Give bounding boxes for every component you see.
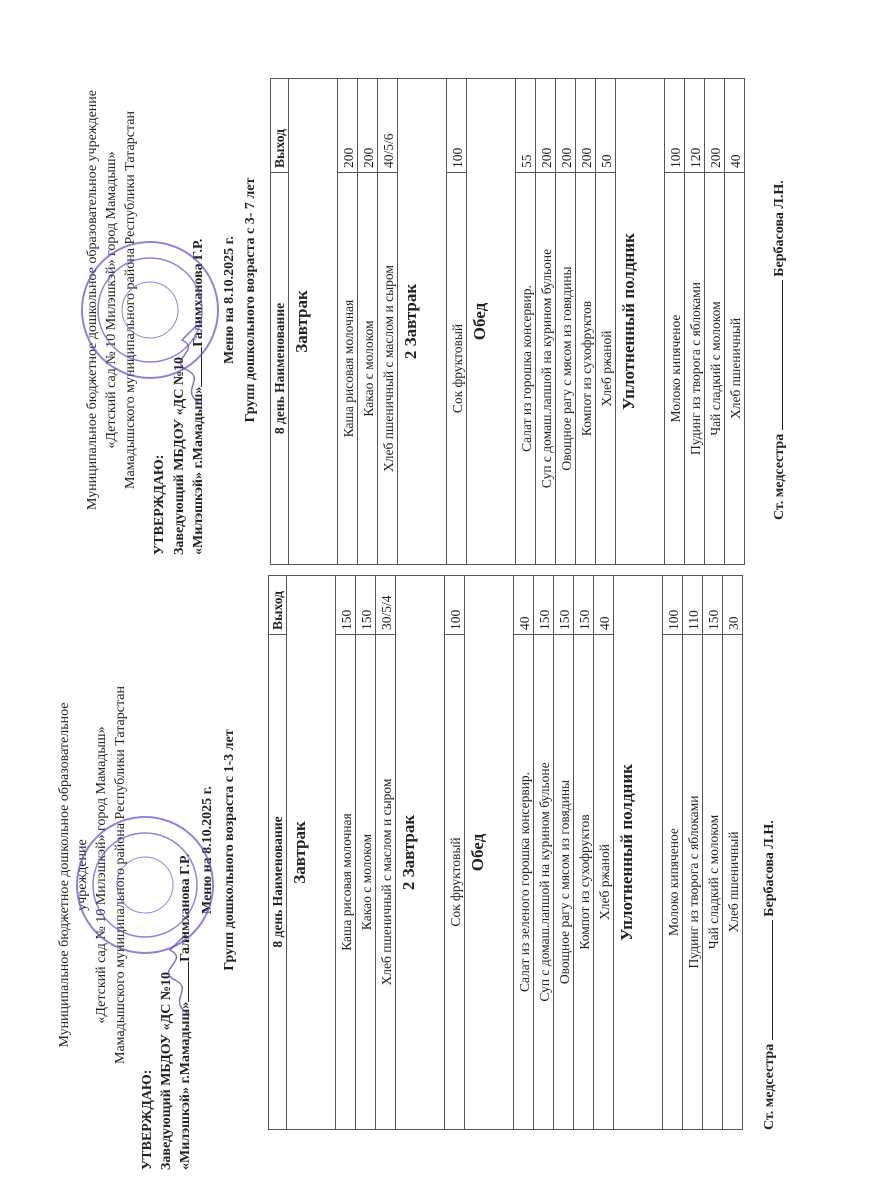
section-row bbox=[616, 79, 665, 565]
dish-output: 150 bbox=[554, 576, 574, 635]
table-row bbox=[556, 79, 576, 565]
org-line: «Детский сад № 10 Милэшкэй» город Мамадыш» bbox=[94, 726, 109, 1024]
dish-output: 40 bbox=[725, 79, 745, 173]
dish-output: 150 bbox=[574, 576, 594, 635]
table-row bbox=[725, 79, 745, 565]
table-row bbox=[534, 576, 554, 1130]
menu-title: Меню на 8.10.2025 г. bbox=[222, 236, 237, 364]
signature-icon bbox=[160, 930, 200, 1020]
table-header bbox=[269, 576, 287, 1130]
table-row bbox=[516, 79, 536, 565]
signature-icon bbox=[172, 320, 212, 410]
dish-name: Хлеб пшеничный с маслом и сыром bbox=[378, 173, 398, 565]
dish-name: Хлеб ржаной bbox=[594, 635, 614, 1130]
org-line: Мамадышского муниципального района Республики Татарстан bbox=[123, 111, 138, 489]
table-row bbox=[574, 576, 594, 1130]
table-row bbox=[336, 576, 356, 1130]
section-title: Завтрак bbox=[289, 79, 338, 565]
dish-name: Суп с домаш.лапшой на курином бульоне bbox=[536, 173, 556, 565]
dish-name: Каша рисовая молочная bbox=[338, 173, 358, 565]
dish-output: 40 bbox=[594, 576, 614, 635]
section-title: Обед bbox=[465, 576, 514, 1130]
dish-name: Хлеб пшеничный bbox=[723, 635, 743, 1130]
dish-output: 100 bbox=[665, 79, 685, 173]
section-title: Уплотненный полдник bbox=[616, 79, 665, 565]
dish-output: 200 bbox=[705, 79, 725, 173]
table-row bbox=[445, 576, 465, 1130]
section-row bbox=[614, 576, 663, 1130]
nurse-label: Ст. медсестра bbox=[762, 1043, 777, 1130]
table-row bbox=[596, 79, 616, 565]
org-line: «Детский сад № 10 Милэшкэй» город Мамадыш» bbox=[104, 151, 119, 449]
table-row bbox=[683, 576, 703, 1130]
head-position: Заведующий МБДОУ «ДС №10 bbox=[159, 972, 174, 1170]
table-row bbox=[447, 79, 467, 565]
section-row bbox=[287, 576, 336, 1130]
col-name-header: 8 день Наименование bbox=[269, 635, 287, 1130]
dish-output: 40 bbox=[514, 576, 534, 635]
section-title: Обед bbox=[467, 79, 516, 565]
dish-name: Чай сладкий с молоком bbox=[703, 635, 723, 1130]
dish-name: Чай сладкий с молоком bbox=[705, 173, 725, 565]
section-title: Уплотненный полдник bbox=[614, 576, 663, 1130]
dish-name: Пудинг из творога с яблоками bbox=[683, 635, 703, 1130]
org-line: Муниципальное бюджетное дошкольное образовательное bbox=[57, 702, 72, 1048]
dish-name: Сок фруктовый bbox=[445, 635, 465, 1130]
dish-output: 150 bbox=[534, 576, 554, 635]
dish-name: Овощное рагу с мясом из говядины bbox=[556, 173, 576, 565]
dish-name: Компот из сухофруктов bbox=[576, 173, 596, 565]
dish-name: Какао с молоком bbox=[358, 173, 378, 565]
dish-name: Хлеб пшеничный с маслом и сыром bbox=[376, 635, 396, 1130]
table-row bbox=[665, 79, 685, 565]
dish-name: Хлеб ржаной bbox=[596, 173, 616, 565]
table-row bbox=[594, 576, 614, 1130]
dish-name: Каша рисовая молочная bbox=[336, 635, 356, 1130]
table-row bbox=[514, 576, 534, 1130]
menu-table bbox=[270, 78, 745, 565]
dish-name: Пудинг из творога с яблоками bbox=[685, 173, 705, 565]
section-row bbox=[398, 79, 447, 565]
menu-1-3-years bbox=[0, 580, 872, 1200]
section-row bbox=[465, 576, 514, 1130]
dish-name: Салат из зеленого горошка консервир. bbox=[514, 635, 534, 1130]
section-title: Завтрак bbox=[287, 576, 336, 1130]
nurse-signature bbox=[762, 820, 778, 1130]
dish-output: 200 bbox=[338, 79, 358, 173]
section-title: 2 Завтрак bbox=[398, 79, 447, 565]
org-line: Муниципальное бюджетное дошкольное образовательное учреждение bbox=[85, 90, 100, 510]
org-line: учреждение bbox=[75, 839, 90, 911]
section-title: 2 Завтрак bbox=[396, 576, 445, 1130]
dish-output: 150 bbox=[703, 576, 723, 635]
dish-output: 100 bbox=[445, 576, 465, 635]
table-row bbox=[663, 576, 683, 1130]
dish-output: 200 bbox=[536, 79, 556, 173]
dish-output: 150 bbox=[356, 576, 376, 635]
section-row bbox=[289, 79, 338, 565]
dish-name: Молоко кипяченое bbox=[663, 635, 683, 1130]
col-out-header: Выход bbox=[271, 79, 289, 173]
dish-output: 110 bbox=[683, 576, 703, 635]
table-row bbox=[703, 576, 723, 1130]
section-row bbox=[467, 79, 516, 565]
head-position-2: «Милэшкэй» г.Мамадыш»Галимханова Г.Р. bbox=[191, 238, 206, 555]
dish-output: 50 bbox=[596, 79, 616, 173]
table-row bbox=[356, 576, 376, 1130]
dish-name: Суп с домаш.лапшой на курином бульоне bbox=[534, 635, 554, 1130]
menu-title: Меню на 8.10.2025 г. bbox=[200, 786, 215, 914]
dish-name: Хлеб пшеничный bbox=[725, 173, 745, 565]
section-row bbox=[396, 576, 445, 1130]
org-line: Мамадышского муниципального района Республики Татарстан bbox=[113, 686, 128, 1064]
dish-output: 200 bbox=[358, 79, 378, 173]
dish-output: 30/5/4 bbox=[376, 576, 396, 635]
col-name-header: 8 день Наименование bbox=[271, 173, 289, 565]
menu-subtitle: Групп дошкольного возраста с 1-3 лет bbox=[222, 729, 237, 971]
table-row bbox=[338, 79, 358, 565]
col-out-header: Выход bbox=[269, 576, 287, 635]
dish-output: 100 bbox=[447, 79, 467, 173]
head-position-2: «Милэшкэй» г.Мамадыш»Галимханова Г.Р. bbox=[178, 853, 193, 1170]
table-row bbox=[576, 79, 596, 565]
table-row bbox=[376, 576, 396, 1130]
dish-output: 100 bbox=[663, 576, 683, 635]
dish-name: Овощное рагу с мясом из говядины bbox=[554, 635, 574, 1130]
table-row bbox=[723, 576, 743, 1130]
head-name: Галимханова Г.Р. bbox=[191, 238, 206, 347]
dish-output: 150 bbox=[336, 576, 356, 635]
dish-name: Салат из горошка консервир. bbox=[516, 173, 536, 565]
table-row bbox=[378, 79, 398, 565]
dish-output: 40/5/6 bbox=[378, 79, 398, 173]
table-row bbox=[536, 79, 556, 565]
dish-output: 120 bbox=[685, 79, 705, 173]
approve-label: УТВЕРЖДАЮ: bbox=[140, 1069, 155, 1170]
dish-output: 30 bbox=[723, 576, 743, 635]
dish-name: Какао с молоком bbox=[356, 635, 376, 1130]
head-position: Заведующий МБДОУ «ДС №10 bbox=[172, 357, 187, 555]
table-row bbox=[358, 79, 378, 565]
dish-name: Компот из сухофруктов bbox=[574, 635, 594, 1130]
nurse-name: Бербасова Л.Н. bbox=[772, 180, 787, 277]
menu-subtitle: Групп дошкольного возраста с 3- 7 лет bbox=[243, 177, 258, 423]
head-name: Галимханова Г.Р. bbox=[178, 853, 193, 962]
dish-output: 200 bbox=[556, 79, 576, 173]
menu-table bbox=[268, 575, 743, 1130]
approve-label: УТВЕРЖДАЮ: bbox=[152, 454, 167, 555]
dish-output: 55 bbox=[516, 79, 536, 173]
table-row bbox=[554, 576, 574, 1130]
table-header bbox=[271, 79, 289, 565]
nurse-signature bbox=[772, 180, 788, 520]
dish-name: Молоко кипяченое bbox=[665, 173, 685, 565]
nurse-label: Ст. медсестра bbox=[772, 433, 787, 520]
table-row bbox=[705, 79, 725, 565]
table-row bbox=[685, 79, 705, 565]
nurse-name: Бербасова Л.Н. bbox=[762, 820, 777, 917]
dish-output: 200 bbox=[576, 79, 596, 173]
dish-name: Сок фруктовый bbox=[447, 173, 467, 565]
